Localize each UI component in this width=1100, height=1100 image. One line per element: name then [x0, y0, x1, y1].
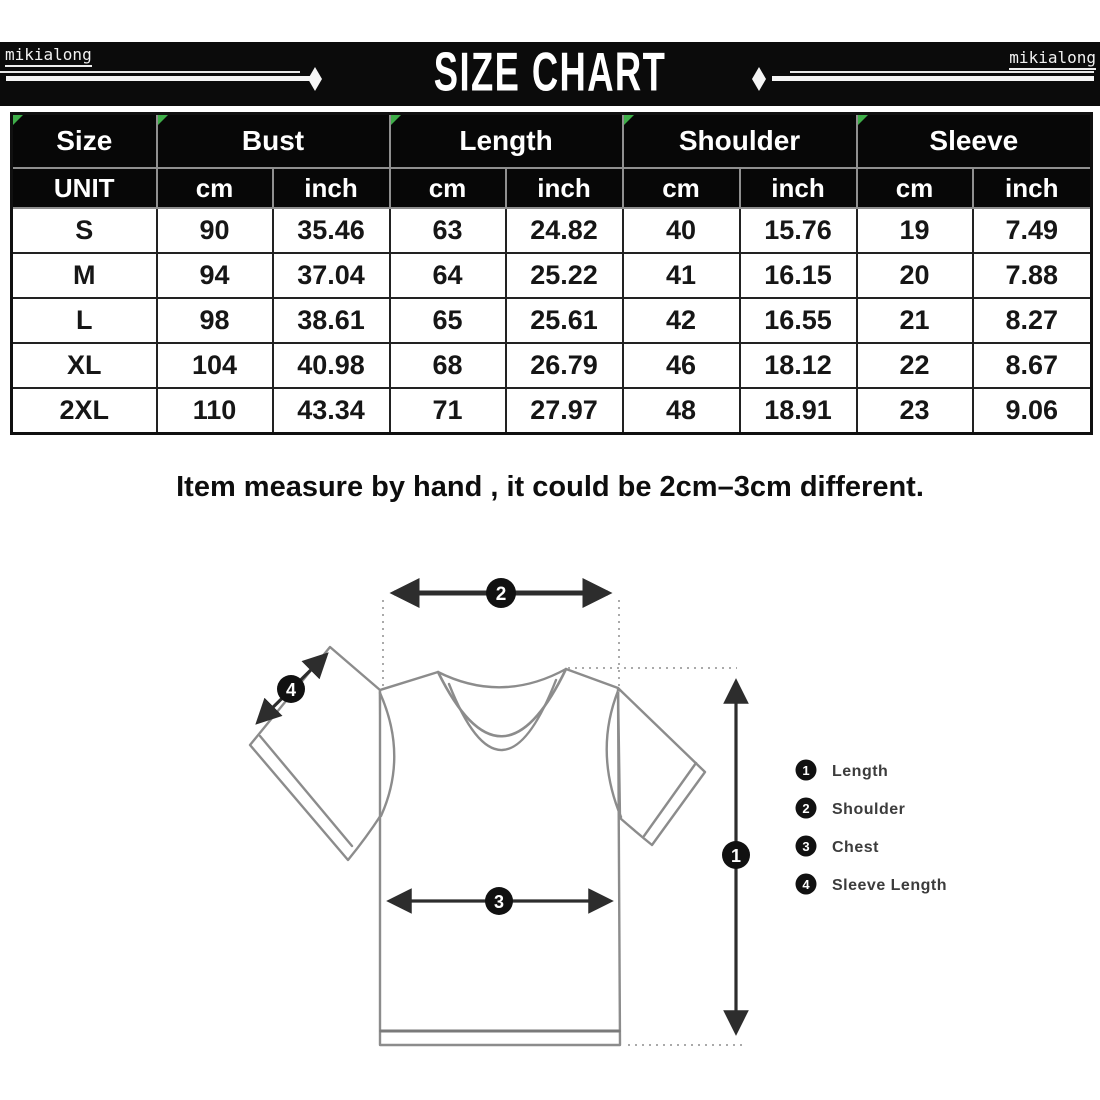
marker-chest: [485, 887, 513, 915]
unit-cell: cm: [390, 168, 506, 208]
value-cell: 110: [157, 388, 273, 434]
value-cell: 8.27: [973, 298, 1092, 343]
marker-2-number: 2: [495, 584, 507, 605]
size-row-xl: [12, 343, 1092, 388]
svg-text:Sleeve Length: Sleeve Length: [832, 877, 947, 894]
size-table-body: [12, 208, 1092, 434]
tshirt-outline: [250, 647, 705, 1045]
size-label: 2XL: [12, 388, 157, 434]
marker-1-number: 1: [730, 846, 742, 866]
value-cell: 21: [857, 298, 973, 343]
value-cell: 20: [857, 253, 973, 298]
size-row-2xl: [12, 388, 1092, 434]
banner: [0, 42, 1100, 106]
value-cell: 22: [857, 343, 973, 388]
value-cell: 7.49: [973, 208, 1092, 253]
value-cell: 24.82: [506, 208, 623, 253]
measurement-note: Item measure by hand , it could be 2cm–3cm different.: [176, 471, 924, 503]
size-label: M: [12, 253, 157, 298]
header-length: Length: [390, 114, 623, 169]
svg-text:1: 1: [802, 763, 810, 778]
svg-text:4: 4: [802, 877, 810, 892]
unit-cell: cm: [157, 168, 273, 208]
header-bust: Bust: [157, 114, 390, 169]
value-cell: 35.46: [273, 208, 390, 253]
marker-3-number: 3: [493, 892, 505, 912]
value-cell: 65: [390, 298, 506, 343]
header-shoulder: Shoulder: [623, 114, 857, 169]
unit-cell: cm: [857, 168, 973, 208]
value-cell: 18.12: [740, 343, 857, 388]
size-row-m: [12, 253, 1092, 298]
header-sleeve: Sleeve: [857, 114, 1092, 169]
marker-4-number: 4: [285, 680, 297, 700]
value-cell: 8.67: [973, 343, 1092, 388]
value-cell: 71: [390, 388, 506, 434]
value-cell: 16.55: [740, 298, 857, 343]
page-title: SIZE CHART: [433, 42, 667, 104]
svg-text:3: 3: [802, 839, 810, 854]
value-cell: 16.15: [740, 253, 857, 298]
unit-cell: inch: [740, 168, 857, 208]
legend-item-length: [796, 760, 889, 781]
value-cell: 68: [390, 343, 506, 388]
unit-cell: UNIT: [12, 168, 157, 208]
value-cell: 26.79: [506, 343, 623, 388]
value-cell: 19: [857, 208, 973, 253]
size-table-head: [12, 114, 1092, 209]
marker-length: [722, 841, 750, 869]
value-cell: 48: [623, 388, 740, 434]
right-sleeve: [618, 688, 705, 845]
marker-sleeve: [277, 675, 305, 703]
unit-cell: inch: [506, 168, 623, 208]
value-cell: 25.61: [506, 298, 623, 343]
svg-text:Chest: Chest: [832, 839, 879, 856]
value-cell: 25.22: [506, 253, 623, 298]
value-cell: 63: [390, 208, 506, 253]
banner-line-right: [772, 76, 1094, 81]
tshirt-measurement-diagram: [0, 540, 1100, 1100]
marker-shoulder: [486, 578, 516, 608]
svg-text:Shoulder: Shoulder: [832, 801, 906, 818]
header-size: Size: [12, 114, 157, 169]
size-label: L: [12, 298, 157, 343]
svg-text:Length: Length: [832, 763, 889, 780]
value-cell: 9.06: [973, 388, 1092, 434]
value-cell: 37.04: [273, 253, 390, 298]
brand-right: mikialong: [1009, 49, 1096, 70]
banner-underline-right: [790, 71, 1094, 73]
legend-item-shoulder: [796, 798, 906, 819]
value-cell: 98: [157, 298, 273, 343]
value-cell: 90: [157, 208, 273, 253]
brand-left: mikialong: [5, 46, 92, 67]
header-group-row: [12, 114, 1092, 169]
value-cell: 42: [623, 298, 740, 343]
value-cell: 104: [157, 343, 273, 388]
size-row-l: [12, 298, 1092, 343]
value-cell: 40.98: [273, 343, 390, 388]
value-cell: 15.76: [740, 208, 857, 253]
unit-cell: inch: [273, 168, 390, 208]
legend-item-sleeve-length: [796, 874, 947, 895]
size-label: XL: [12, 343, 157, 388]
value-cell: 94: [157, 253, 273, 298]
value-cell: 18.91: [740, 388, 857, 434]
size-table: [10, 112, 1093, 435]
value-cell: 38.61: [273, 298, 390, 343]
svg-text:2: 2: [802, 801, 810, 816]
unit-cell: inch: [973, 168, 1092, 208]
unit-row: [12, 168, 1092, 208]
value-cell: 27.97: [506, 388, 623, 434]
value-cell: 7.88: [973, 253, 1092, 298]
size-row-s: [12, 208, 1092, 253]
value-cell: 40: [623, 208, 740, 253]
value-cell: 23: [857, 388, 973, 434]
value-cell: 64: [390, 253, 506, 298]
left-sleeve: [250, 647, 381, 860]
torso: [380, 669, 620, 1045]
value-cell: 46: [623, 343, 740, 388]
size-label: S: [12, 208, 157, 253]
legend: [796, 760, 947, 895]
legend-item-chest: [796, 836, 880, 857]
unit-cell: cm: [623, 168, 740, 208]
value-cell: 43.34: [273, 388, 390, 434]
value-cell: 41: [623, 253, 740, 298]
